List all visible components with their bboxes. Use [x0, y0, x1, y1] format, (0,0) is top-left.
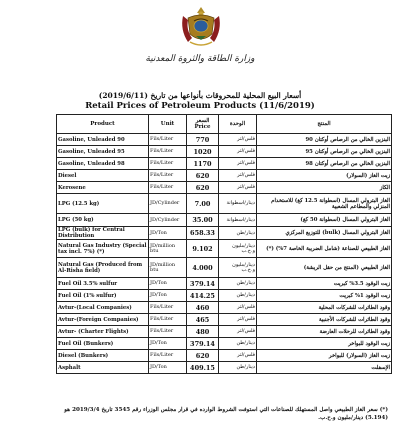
unit-cell: JD/Ton	[149, 362, 187, 374]
product-ar-cell: الغاز البترولي المسال (اسطوانة 12.5 كغ) للاستخدام المنزلي والمطاعم الشعبية	[257, 194, 392, 214]
price-cell: 35.00	[187, 214, 219, 227]
price-cell: 658.33	[187, 227, 219, 240]
price-cell: 1170	[187, 158, 219, 170]
unit-ar-cell: فلس/لتر	[219, 326, 257, 338]
product-cell: LPG (bulk) for Central Distribution	[57, 227, 149, 240]
unit-cell: Fils/Liter	[149, 302, 187, 314]
unit-ar-cell: دينار/طن	[219, 227, 257, 240]
unit-ar-cell: فلس/لتر	[219, 314, 257, 326]
price-cell: 414.25	[187, 290, 219, 302]
product-cell: Diesel	[57, 170, 149, 182]
ministry-name: وزارة الطاقة والثروة المعدنية	[145, 54, 255, 64]
column-header-price: السعر Price	[187, 115, 219, 134]
unit-ar-cell: فلس/لتر	[219, 302, 257, 314]
product-cell: Fuel Oil (1% sulfur)	[57, 290, 149, 302]
product-cell: Avtur-(Local Companies)	[57, 302, 149, 314]
page-title-arabic: أسعار البيع المحلية للمحروقات بأنواعها من تاريخ (2019/6/11)	[98, 91, 302, 100]
product-ar-cell: وقود الطائرات للشركات المحلية	[257, 302, 392, 314]
price-cell: 460	[187, 302, 219, 314]
table-header-row	[57, 115, 392, 134]
price-cell: 379.14	[187, 278, 219, 290]
table-row	[57, 350, 392, 362]
price-cell: 465	[187, 314, 219, 326]
product-ar-cell: الغاز الطبيعي (المنتج من حقل الريشة)	[257, 258, 392, 278]
jordan-emblem-icon	[178, 4, 224, 50]
unit-cell: JD/Ton	[149, 290, 187, 302]
product-ar-cell: البنزين الخالي من الرصاص أوكتان 95	[257, 146, 392, 158]
table-row	[57, 258, 392, 278]
unit-ar-cell: فلس/لتر	[219, 170, 257, 182]
unit-cell: Fils/Liter	[149, 134, 187, 146]
price-table-body	[57, 134, 392, 374]
table-row	[57, 290, 392, 302]
unit-ar-cell: دينار/طن	[219, 278, 257, 290]
unit-ar-cell: دينار/طن	[219, 290, 257, 302]
product-cell: Natural Gas (Produced from Al-Risha field)	[57, 258, 149, 278]
page-title-english: Retail Prices of Petroleum Products (11/6/2019)	[85, 101, 315, 111]
unit-ar-cell: دينار/اسطوانة	[219, 194, 257, 214]
product-cell: Diesel (Bunkers)	[57, 350, 149, 362]
product-ar-cell: الإسفلت	[257, 362, 392, 374]
price-cell: 9.102	[187, 240, 219, 258]
price-cell: 1020	[187, 146, 219, 158]
product-cell: Fuel Oil 3.5% sulfur	[57, 278, 149, 290]
product-ar-cell: زيت الوقود 3.5% كبريت	[257, 278, 392, 290]
price-cell: 7.00	[187, 194, 219, 214]
price-cell: 409.15	[187, 362, 219, 374]
unit-cell: Fils/Liter	[149, 314, 187, 326]
table-row	[57, 362, 392, 374]
product-ar-cell: وقود الطائرات للرحلات العارضة	[257, 326, 392, 338]
unit-cell: JD/Cylinder	[149, 214, 187, 227]
price-cell: 480	[187, 326, 219, 338]
unit-ar-cell: فلس/لتر	[219, 182, 257, 194]
unit-cell: Fils/Liter	[149, 146, 187, 158]
table-row	[57, 158, 392, 170]
unit-ar-cell: دينار/مليون و.ح.ب	[219, 240, 257, 258]
unit-ar-cell: دينار/طن	[219, 338, 257, 350]
table-row	[57, 170, 392, 182]
product-cell: Kerosene	[57, 182, 149, 194]
table-row	[57, 302, 392, 314]
product-ar-cell: زيت الغاز (السولار) للبواخر	[257, 350, 392, 362]
unit-cell: JD/Ton	[149, 338, 187, 350]
column-header-unit-ar: الوحدة	[219, 115, 257, 134]
product-ar-cell: الغاز البترولي المسال (bulk) للتوزيع المركزي	[257, 227, 392, 240]
product-cell: Fuel Oil (Bunkers)	[57, 338, 149, 350]
table-row	[57, 214, 392, 227]
price-cell: 770	[187, 134, 219, 146]
unit-cell: JD/Ton	[149, 278, 187, 290]
price-cell: 4.000	[187, 258, 219, 278]
unit-ar-cell: دينار/اسطوانة	[219, 214, 257, 227]
unit-cell: JD/million btu	[149, 240, 187, 258]
table-row	[57, 278, 392, 290]
unit-ar-cell: فلس/لتر	[219, 350, 257, 362]
product-ar-cell: وقود الطائرات للشركات الأجنبية	[257, 314, 392, 326]
table-row	[57, 134, 392, 146]
product-cell: Avtur-(Foreign Companies)	[57, 314, 149, 326]
unit-cell: JD/Cylinder	[149, 194, 187, 214]
unit-cell: JD/Ton	[149, 227, 187, 240]
product-ar-cell: زيت الغاز (السولار)	[257, 170, 392, 182]
unit-ar-cell: فلس/لتر	[219, 146, 257, 158]
table-row	[57, 240, 392, 258]
product-ar-cell: البنزين الخالي من الرصاص أوكتان 98	[257, 158, 392, 170]
unit-cell: Fils/Liter	[149, 158, 187, 170]
unit-ar-cell: فلس/لتر	[219, 134, 257, 146]
table-row	[57, 338, 392, 350]
footnote: (*) سعر الغاز الطبيعي واصل المستهلك للصناعات التي استوفت الشروط الوارده في قرار مجلس الوزراء رقم 3545 تاريخ 2019/3/4 هو (5.194) دينار/مليون و.ح.ب.	[64, 407, 388, 421]
product-cell: Gasoline, Unleaded 90	[57, 134, 149, 146]
product-ar-cell: الغاز البترولي المسال (اسطوانة 50 كغ)	[257, 214, 392, 227]
unit-cell: Fils/Liter	[149, 182, 187, 194]
price-cell: 620	[187, 170, 219, 182]
unit-ar-cell: فلس/لتر	[219, 158, 257, 170]
table-row	[57, 146, 392, 158]
table-row	[57, 326, 392, 338]
price-cell: 620	[187, 182, 219, 194]
price-cell: 379.14	[187, 338, 219, 350]
product-ar-cell: البنزين الخالي من الرصاص أوكتان 90	[257, 134, 392, 146]
unit-ar-cell: دينار/مليون و.ح.ب	[219, 258, 257, 278]
unit-cell: Fils/Liter	[149, 350, 187, 362]
product-cell: Gasoline, Unleaded 95	[57, 146, 149, 158]
product-ar-cell: الكاز	[257, 182, 392, 194]
unit-ar-cell: دينار/طن	[219, 362, 257, 374]
table-row	[57, 182, 392, 194]
product-cell: Avtur- (Charter Flights)	[57, 326, 149, 338]
price-cell: 620	[187, 350, 219, 362]
product-ar-cell: زيت الوقود للبواخر	[257, 338, 392, 350]
product-cell: Asphalt	[57, 362, 149, 374]
column-header-product-ar: المنتج	[257, 115, 392, 134]
product-ar-cell: زيت الوقود 1% كبريت	[257, 290, 392, 302]
unit-cell: Fils/Liter	[149, 170, 187, 182]
price-table	[56, 114, 392, 374]
unit-cell: JD/million btu	[149, 258, 187, 278]
column-header-unit: Unit	[149, 115, 187, 134]
product-cell: LPG (50 kg)	[57, 214, 149, 227]
product-cell: Gasoline, Unleaded 98	[57, 158, 149, 170]
table-row	[57, 314, 392, 326]
table-row	[57, 227, 392, 240]
product-cell: LPG (12.5 kg)	[57, 194, 149, 214]
column-header-product: Product	[57, 115, 149, 134]
unit-cell: Fils/Liter	[149, 326, 187, 338]
table-row	[57, 194, 392, 214]
product-cell: Natural Gas Industry (Special tax incl. 7%) (*)	[57, 240, 149, 258]
product-ar-cell: الغاز الطبيعي للصناعة (شامل الضريبة الخاصة 7%) (*)	[257, 240, 392, 258]
